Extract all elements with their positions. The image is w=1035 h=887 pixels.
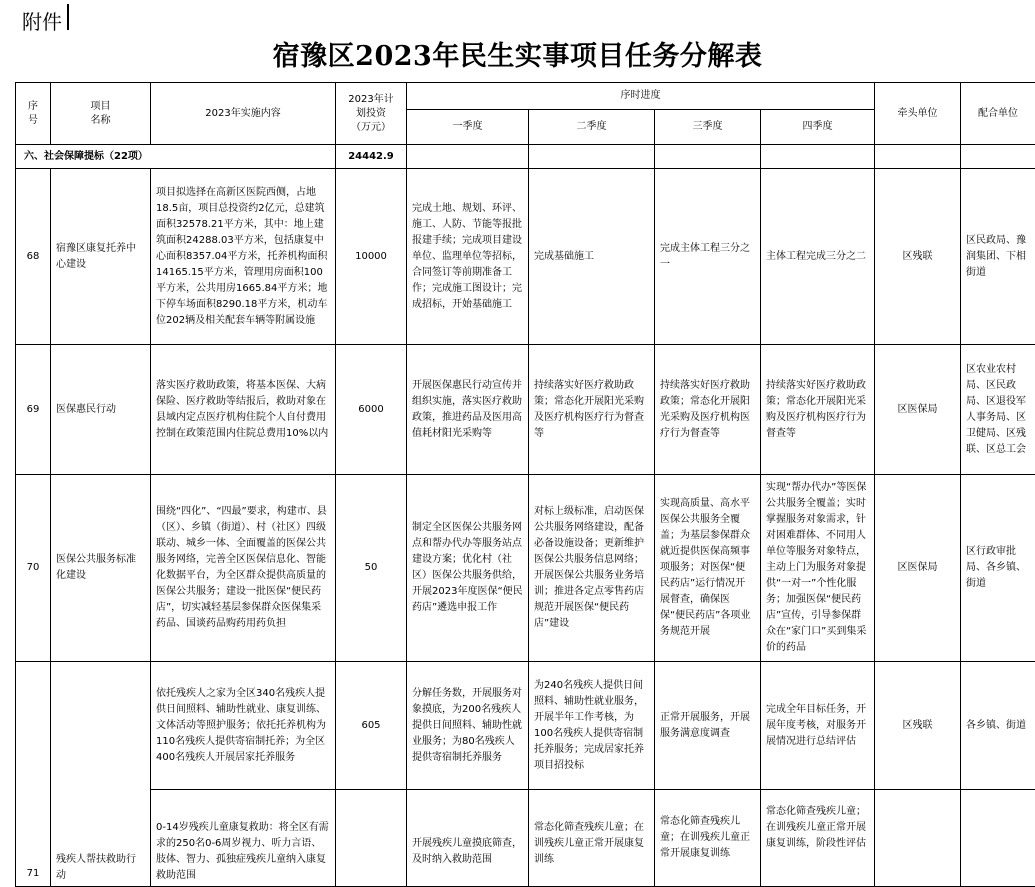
row-q1: 开展医保惠民行动宣传并组织实施，落实医疗救助政策，推进药品及医用高值耗材阳光采购等 <box>407 345 529 475</box>
table-row <box>16 345 1035 475</box>
row-q4: 主体工程完成三分之二 <box>761 169 875 345</box>
row-q3: 常态化筛查残疾儿童；在训残疾儿童正常开展康复训练 <box>655 790 761 887</box>
attachment-label: 附件 <box>22 6 62 35</box>
row-content: 项目拟选择在高新区医院西侧，占地18.5亩，项目总投资约2亿元，总建筑面积32578.21平方米，其中：地上建筑面积24288.03平方米，包括康复中心面积8357.04平方米，托养机构面积14165.15平方米，管理用房面积100平方米，公共用房1665.84平方米；地下停车场面积8290.18平方米，机动车位202辆及相关配套车辆等附属设施 <box>151 169 336 345</box>
row-q4: 常态化筛查残疾儿童；在训残疾儿童正常开展康复训练，阶段性评估 <box>761 790 875 887</box>
row-investment: 6000 <box>336 345 407 475</box>
row-lead: 区医保局 <box>875 345 961 475</box>
row-q2: 为240名残疾人提供日间照料、辅助性就业服务，开展半年工作考核，为100名残疾人提供寄宿制托养服务；完成居家托养项目招投标 <box>529 662 655 790</box>
col-schedule-header: 序时进度 <box>407 83 875 110</box>
row-q3: 完成主体工程三分之一 <box>655 169 761 345</box>
row-q1: 分解任务数，开展服务对象摸底，为200名残疾人提供日间照料、辅助性就业服务；为80名残疾人提供寄宿制托养服务 <box>407 662 529 790</box>
text-cursor <box>67 4 69 30</box>
col-q1-header: 一季度 <box>407 110 529 145</box>
col-investment-header: 2023年计 划投资 （万元） <box>336 83 407 145</box>
col-content-header: 2023年实施内容 <box>151 83 336 145</box>
row-content: 0-14岁残疾儿童康复救助：将全区有需求的250名0-6周岁视力、听力言语、肢体、智力、孤独症残疾儿童纳入康复救助范围 <box>151 790 336 887</box>
row-q2: 完成基础施工 <box>529 169 655 345</box>
row-investment: 605 <box>336 662 407 790</box>
row-q4: 完成全年目标任务，开展年度考核，对服务开展情况进行总结评估 <box>761 662 875 790</box>
row-content: 落实医疗救助政策，将基本医保、大病保险、医疗救助等结报后，救助对象在县域内定点医疗机构住院个人自付费用控制在政策范围内住院总费用10%以内 <box>151 345 336 475</box>
row-investment: 10000 <box>336 169 407 345</box>
section-row <box>16 145 1035 169</box>
col-partner-header: 配合单位 <box>961 83 1035 145</box>
row-q1: 开展残疾儿童摸底筛查，及时纳入救助范围 <box>407 790 529 887</box>
row-q2: 常态化筛查残疾儿童；在训残疾儿童正常开展康复训练 <box>529 790 655 887</box>
row-name: 宿豫区康复托养中心建设 <box>51 169 151 345</box>
table-row <box>16 169 1035 345</box>
task-table <box>15 82 1035 887</box>
col-lead-header: 牵头单位 <box>875 83 961 145</box>
row-lead: 区医保局 <box>875 475 961 662</box>
row-lead: 区残联 <box>875 662 961 790</box>
row-partner: 区民政局、豫润集团、下相街道 <box>961 169 1035 345</box>
row-lead: 区残联 <box>875 169 961 345</box>
row-partner: 区行政审批局、各乡镇、街道 <box>961 475 1035 662</box>
col-seq-header: 序 号 <box>16 83 51 145</box>
row-investment: 50 <box>336 475 407 662</box>
row-seq: 71 <box>16 662 51 887</box>
row-q2: 对标上级标准，启动医保公共服务网络建设，配备必备设施设备；更新维护医保公共服务信息网络；开展医保公共服务业务培训；推进各定点零售药店规范开展医保“便民药店”建设 <box>529 475 655 662</box>
col-q2-header: 二季度 <box>529 110 655 145</box>
row-q1: 完成土地、规划、环评、施工、人防、节能等报批报建手续；完成项目建设单位、监理单位等招标，合同签订等前期准备工作；完成施工图设计；完成招标，开始基础施工 <box>407 169 529 345</box>
row-name: 残疾人帮扶救助行动 <box>51 662 151 887</box>
page-title: 宿豫区2023年民生实事项目任务分解表 <box>0 34 1035 73</box>
row-q4: 持续落实好医疗救助政策；常态化开展阳光采购及医疗机构医疗行为督查等 <box>761 345 875 475</box>
table-row <box>16 662 1035 790</box>
row-q4: 实现“帮办代办”等医保公共服务全覆盖；实时掌握服务对象需求，针对困难群体、不同用人单位等服务对象特点，主动上门为服务对象提供“一对一”个性化服务；加强医保“便民药店”宣传，引导参保群众在“家门口”买到集采价的药品 <box>761 475 875 662</box>
section-total: 24442.9 <box>336 145 407 169</box>
section-label: 六、社会保障提标（22项） <box>16 145 336 169</box>
col-q4-header: 四季度 <box>761 110 875 145</box>
table-row <box>16 790 1035 887</box>
row-q1: 制定全区医保公共服务网点和帮办代办等服务站点建设方案；优化村（社区）医保公共服务供给，开展2023年度医保“便民药店”遴选申报工作 <box>407 475 529 662</box>
row-content: 围绕“四化”、“四最”要求，构建市、县（区）、乡镇（街道）、村（社区）四级联动、城乡一体、全面覆盖的医保公共服务网络，完善全区医保信息化、智能化数据平台，为全区群众提供高质量的医保公共服务；建设一批医保“便民药店”，切实减轻基层参保群众医保集采药品、国谈药品购药用药负担 <box>151 475 336 662</box>
row-seq: 70 <box>16 475 51 662</box>
table-row <box>16 475 1035 662</box>
col-q3-header: 三季度 <box>655 110 761 145</box>
row-q3: 持续落实好医疗救助政策；常态化开展阳光采购及医疗机构医疗行为督查等 <box>655 345 761 475</box>
row-q2: 持续落实好医疗救助政策；常态化开展阳光采购及医疗机构医疗行为督查等 <box>529 345 655 475</box>
col-name-header: 项目 名称 <box>51 83 151 145</box>
row-seq: 69 <box>16 345 51 475</box>
row-partner: 各乡镇、街道 <box>961 662 1035 790</box>
row-content: 依托残疾人之家为全区340名残疾人提供日间照料、辅助性就业、康复训练、文体活动等照护服务；依托托养机构为110名残疾人提供寄宿制托养；为全区400名残疾人开展居家托养服务 <box>151 662 336 790</box>
row-seq: 68 <box>16 169 51 345</box>
row-q3: 实现高质量、高水平医保公共服务全覆盖；为基层参保群众就近提供医保高频事项服务；对医保“便民药店”运行情况开展督查，确保医保“便民药店”各项业务规范开展 <box>655 475 761 662</box>
row-name: 医保惠民行动 <box>51 345 151 475</box>
row-q3: 正常开展服务，开展服务满意度调查 <box>655 662 761 790</box>
row-partner: 区农业农村局、区民政局、区退役军人事务局、区卫健局、区残联、区总工会 <box>961 345 1035 475</box>
header-row <box>16 83 1035 110</box>
row-name: 医保公共服务标准化建设 <box>51 475 151 662</box>
